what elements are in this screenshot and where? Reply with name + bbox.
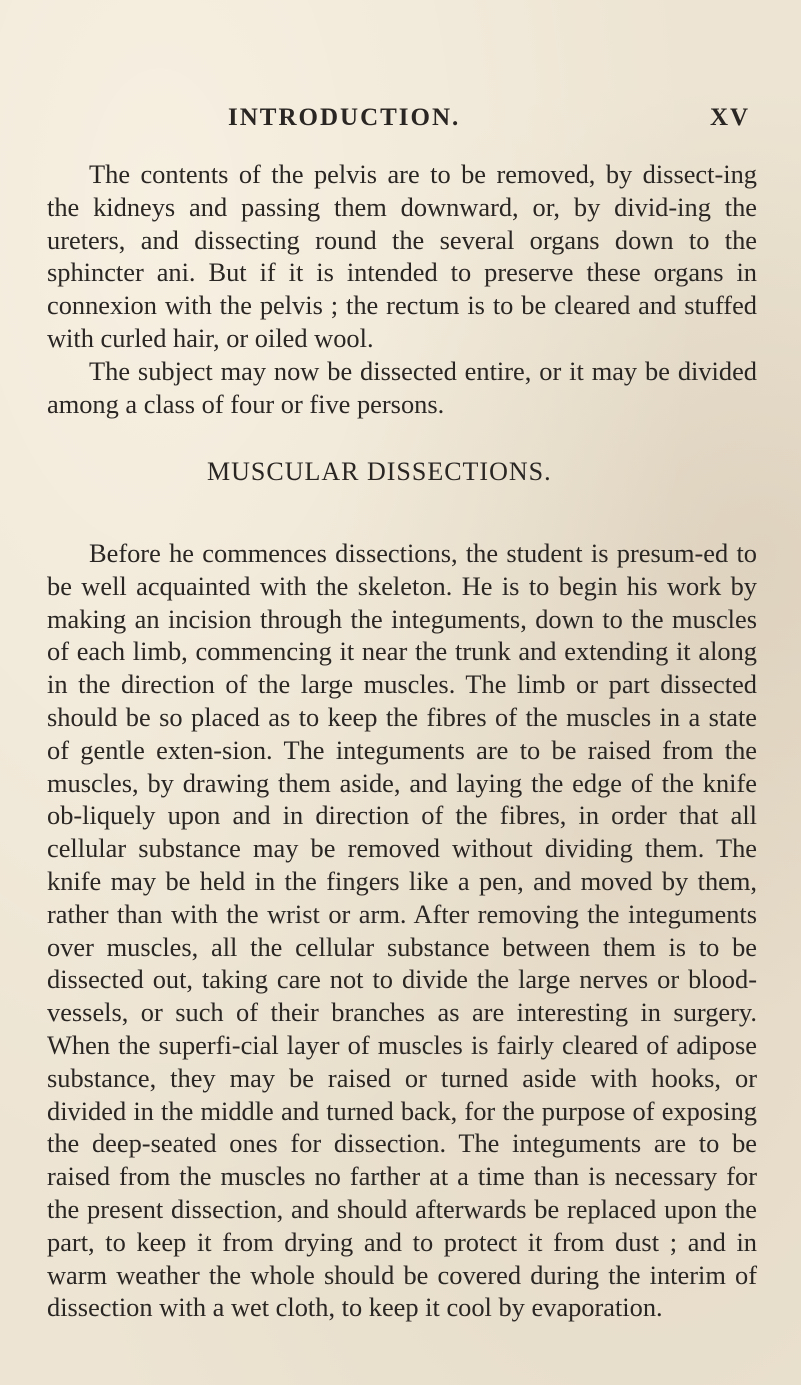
section-heading-text: MUSCULAR DISSECTIONS. (207, 457, 552, 486)
running-head (0, 104, 801, 144)
paragraph-pelvis (47, 158, 757, 420)
paragraph-text: The subject may now be dissected entire, or it may be divided among a class of four or five persons. (47, 355, 757, 419)
running-title: INTRODUCTION. (228, 104, 461, 131)
paragraph-text: Before he commences dissections, the student is presum-ed to be well acquainted with the skeleton. He is to begin his work by making an incision through the integuments, down to the muscles of each limb, commencing it near the trunk and extending it along in the direction of the large muscles. The limb or part dissected should be so placed as to keep the fibres of the muscles in a state of gentle exten-sion. The integuments are to be raised from the muscles, by drawing them aside, and laying the edge of the knife ob-liquely upon and in direction of the fibres, in order that all cellular substance may be removed without dividing them. The knife may be held in the fingers like a pen, and moved by them, rather than with the wrist or arm. After removing the integuments over muscles, all the cellular substance between them is to be dissected out, taking care not to divide the large nerves or blood-vessels, or such of their branches as are interesting in surgery. When the superfi-cial layer of muscles is fairly cleared of adipose substance, they may be raised or turned aside with hooks, or divided in the middle and turned back, for the purpose of exposing the deep-seated ones for dissection. The integuments are to be raised from the muscles no farther at a time than is necessary for the present dissection, and should afterwards be replaced upon the part, to keep it from drying and to protect it from dust ; and in warm weather the whole should be covered during the interim of dissection with a wet cloth, to keep it cool by evaporation. (47, 538, 757, 1323)
page-number: XV (710, 104, 751, 131)
paragraph-muscular-dissections (47, 537, 757, 1324)
paragraph-text: The contents of the pelvis are to be removed, by dissect-ing the kidneys and passing them downward, or, by divid-ing the ureters, and dissecting round the several organs down to the sphincter ani. But if it is intended to preserve these organs in connexion with the pelvis ; the rectum is to be cleared and stuffed with curled hair, or oiled wool. (47, 159, 757, 353)
